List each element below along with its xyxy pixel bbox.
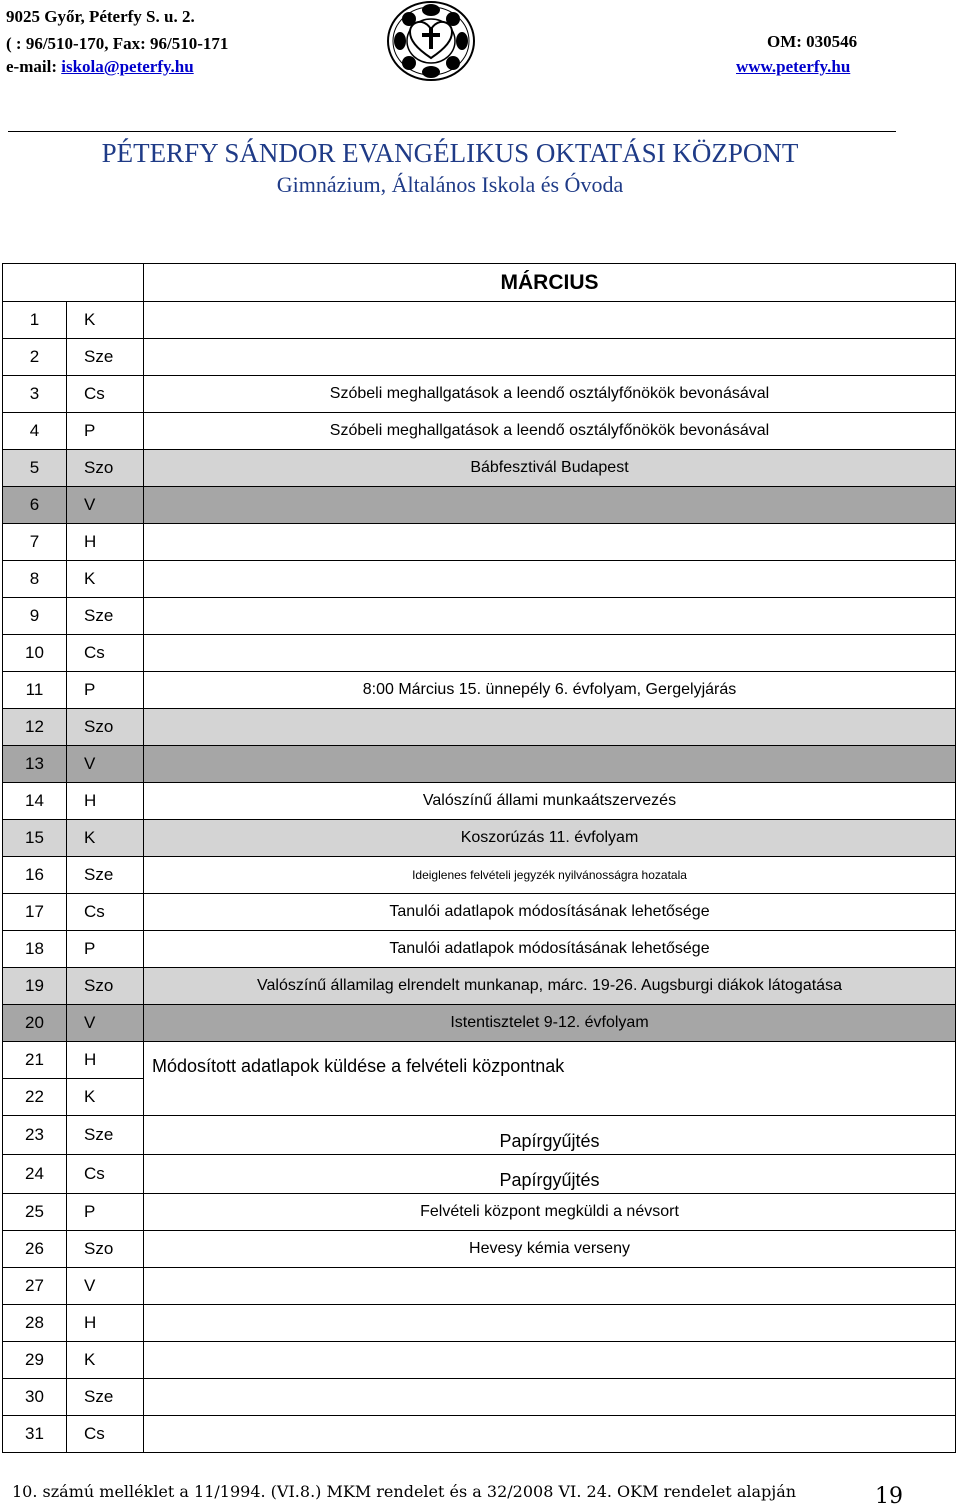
calendar-row-sunday: [3, 1005, 956, 1042]
day-number: 21: [3, 1042, 67, 1079]
calendar-row-weekend: [3, 450, 956, 487]
weekday: Szo: [67, 968, 144, 1005]
day-number: 3: [3, 376, 67, 413]
event-cell: [144, 709, 956, 746]
weekday: H: [67, 1042, 144, 1079]
weekday: K: [67, 561, 144, 598]
event-cell: Papírgyűjtés: [144, 1155, 956, 1194]
day-number: 29: [3, 1342, 67, 1379]
calendar-row: [3, 339, 956, 376]
calendar-row-weekend: [3, 968, 956, 1005]
event-cell: Valószínű államilag elrendelt munkanap, márc. 19-26. Augsburgi diákok látogatása: [144, 968, 956, 1005]
page-number: 19: [875, 1484, 903, 1509]
weekday: P: [67, 1194, 144, 1231]
day-number: 12: [3, 709, 67, 746]
day-number: 4: [3, 413, 67, 450]
day-number: 30: [3, 1379, 67, 1416]
event-cell: Tanulói adatlapok módosításának lehetősége: [144, 894, 956, 931]
weekday: Cs: [67, 894, 144, 931]
event-cell: [144, 598, 956, 635]
event-cell: [144, 561, 956, 598]
calendar-row: [3, 1231, 956, 1268]
event-cell: Istentisztelet 9-12. évfolyam: [144, 1005, 956, 1042]
day-number: 17: [3, 894, 67, 931]
calendar-row-sunday: [3, 746, 956, 783]
calendar-row: [3, 1042, 956, 1079]
event-cell: [144, 1305, 956, 1342]
event-cell: Tanulói adatlapok módosításának lehetősége: [144, 931, 956, 968]
event-cell: Papírgyűjtés: [144, 1116, 956, 1155]
event-cell: [144, 339, 956, 376]
weekday: H: [67, 1305, 144, 1342]
calendar-row-sunday: [3, 487, 956, 524]
day-number: 16: [3, 857, 67, 894]
calendar-row: [3, 857, 956, 894]
event-cell: Módosított adatlapok küldése a felvételi központnak: [144, 1042, 956, 1116]
website-line: [736, 57, 850, 77]
day-number: 10: [3, 635, 67, 672]
weekday: Cs: [67, 635, 144, 672]
day-number: 19: [3, 968, 67, 1005]
school-subtitle: Gimnázium, Általános Iskola és Óvoda: [276, 172, 624, 197]
weekday: Cs: [67, 376, 144, 413]
event-cell: [144, 524, 956, 561]
event-cell: Koszorúzás 11. évfolyam: [144, 820, 956, 857]
calendar-row: [3, 894, 956, 931]
day-number: 20: [3, 1005, 67, 1042]
weekday: K: [67, 1079, 144, 1116]
event-cell: Szóbeli meghallgatások a leendő osztályfőnökök bevonásával: [144, 376, 956, 413]
day-number: 13: [3, 746, 67, 783]
event-cell: [144, 1342, 956, 1379]
weekday: H: [67, 783, 144, 820]
month-title: MÁRCIUS: [144, 264, 956, 302]
calendar-row: [3, 635, 956, 672]
weekday: Sze: [67, 857, 144, 894]
weekday: Szo: [67, 709, 144, 746]
day-number: 14: [3, 783, 67, 820]
weekday: V: [67, 1005, 144, 1042]
weekday: Szo: [67, 450, 144, 487]
weekday: Sze: [67, 1116, 144, 1155]
calendar-row-holiday: [3, 820, 956, 857]
weekday: K: [67, 302, 144, 339]
calendar-row: [3, 561, 956, 598]
weekday: V: [67, 1268, 144, 1305]
calendar-row-weekend: [3, 709, 956, 746]
day-number: 25: [3, 1194, 67, 1231]
calendar-row: [3, 376, 956, 413]
day-number: 27: [3, 1268, 67, 1305]
day-number: 8: [3, 561, 67, 598]
email-link[interactable]: iskola@peterfy.hu: [61, 57, 194, 76]
day-number: 23: [3, 1116, 67, 1155]
email-line: [6, 57, 194, 77]
day-number: 28: [3, 1305, 67, 1342]
weekday: Cs: [67, 1155, 144, 1194]
weekday: Sze: [67, 598, 144, 635]
school-title: PÉTERFY SÁNDOR EVANGÉLIKUS OKTATÁSI KÖZPONT: [101, 138, 799, 168]
day-number: 2: [3, 339, 67, 376]
luther-rose-seal-icon: [386, 0, 476, 82]
calendar-row: [3, 783, 956, 820]
calendar-row: [3, 1268, 956, 1305]
event-cell: [144, 635, 956, 672]
event-cell: [144, 302, 956, 339]
event-cell: [144, 1416, 956, 1453]
weekday: V: [67, 746, 144, 783]
calendar-row: [3, 1194, 956, 1231]
day-number: 1: [3, 302, 67, 339]
weekday: Cs: [67, 1416, 144, 1453]
event-cell: [144, 1379, 956, 1416]
website-link[interactable]: www.peterfy.hu: [736, 57, 851, 76]
day-number: 18: [3, 931, 67, 968]
event-cell: Ideiglenes felvételi jegyzék nyilvánosságra hozatala: [144, 857, 956, 894]
weekday: K: [67, 820, 144, 857]
day-number: 31: [3, 1416, 67, 1453]
calendar-row: [3, 598, 956, 635]
event-cell: Felvételi központ megküldi a névsort: [144, 1194, 956, 1231]
event-cell: [144, 746, 956, 783]
event-cell: Szóbeli meghallgatások a leendő osztályfőnökök bevonásával: [144, 413, 956, 450]
day-number: 11: [3, 672, 67, 709]
day-number: 15: [3, 820, 67, 857]
calendar-row: [3, 672, 956, 709]
day-number: 7: [3, 524, 67, 561]
calendar-row: [3, 1155, 956, 1194]
calendar-row: [3, 1379, 956, 1416]
weekday: Sze: [67, 1379, 144, 1416]
event-cell: Hevesy kémia verseny: [144, 1231, 956, 1268]
month-header-row: [3, 264, 956, 302]
phone-fax: ( : 96/510-170, Fax: 96/510-171: [6, 34, 229, 53]
calendar-row: [3, 413, 956, 450]
weekday: H: [67, 524, 144, 561]
footer-legal-note: 10. számú melléklet a 11/1994. (VI.8.) MKM rendelet és a 32/2008 VI. 24. OKM rendelet alapján: [12, 1482, 797, 1501]
weekday: P: [67, 413, 144, 450]
weekday: P: [67, 672, 144, 709]
header-rule: [8, 131, 896, 132]
day-number: 9: [3, 598, 67, 635]
event-cell: [144, 487, 956, 524]
event-cell: Valószínű állami munkaátszervezés: [144, 783, 956, 820]
header-blank-cell: [3, 264, 144, 302]
address: 9025 Győr, Péterfy S. u. 2.: [6, 7, 195, 26]
calendar-row: [3, 1342, 956, 1379]
calendar-row: [3, 524, 956, 561]
day-number: 26: [3, 1231, 67, 1268]
day-number: 24: [3, 1155, 67, 1194]
calendar-row: [3, 1305, 956, 1342]
march-calendar-table: [2, 263, 956, 1453]
day-number: 6: [3, 487, 67, 524]
day-number: 5: [3, 450, 67, 487]
calendar-row: [3, 302, 956, 339]
weekday: Sze: [67, 339, 144, 376]
calendar-row: [3, 1416, 956, 1453]
om-number: OM: 030546: [767, 32, 858, 51]
event-cell: 8:00 Március 15. ünnepély 6. évfolyam, Gergelyjárás: [144, 672, 956, 709]
calendar-row: [3, 931, 956, 968]
calendar-row: [3, 1116, 956, 1155]
weekday: P: [67, 931, 144, 968]
weekday: V: [67, 487, 144, 524]
weekday: Szo: [67, 1231, 144, 1268]
event-cell: [144, 1268, 956, 1305]
day-number: 22: [3, 1079, 67, 1116]
event-cell: Bábfesztivál Budapest: [144, 450, 956, 487]
email-label: e-mail:: [6, 57, 62, 76]
weekday: K: [67, 1342, 144, 1379]
